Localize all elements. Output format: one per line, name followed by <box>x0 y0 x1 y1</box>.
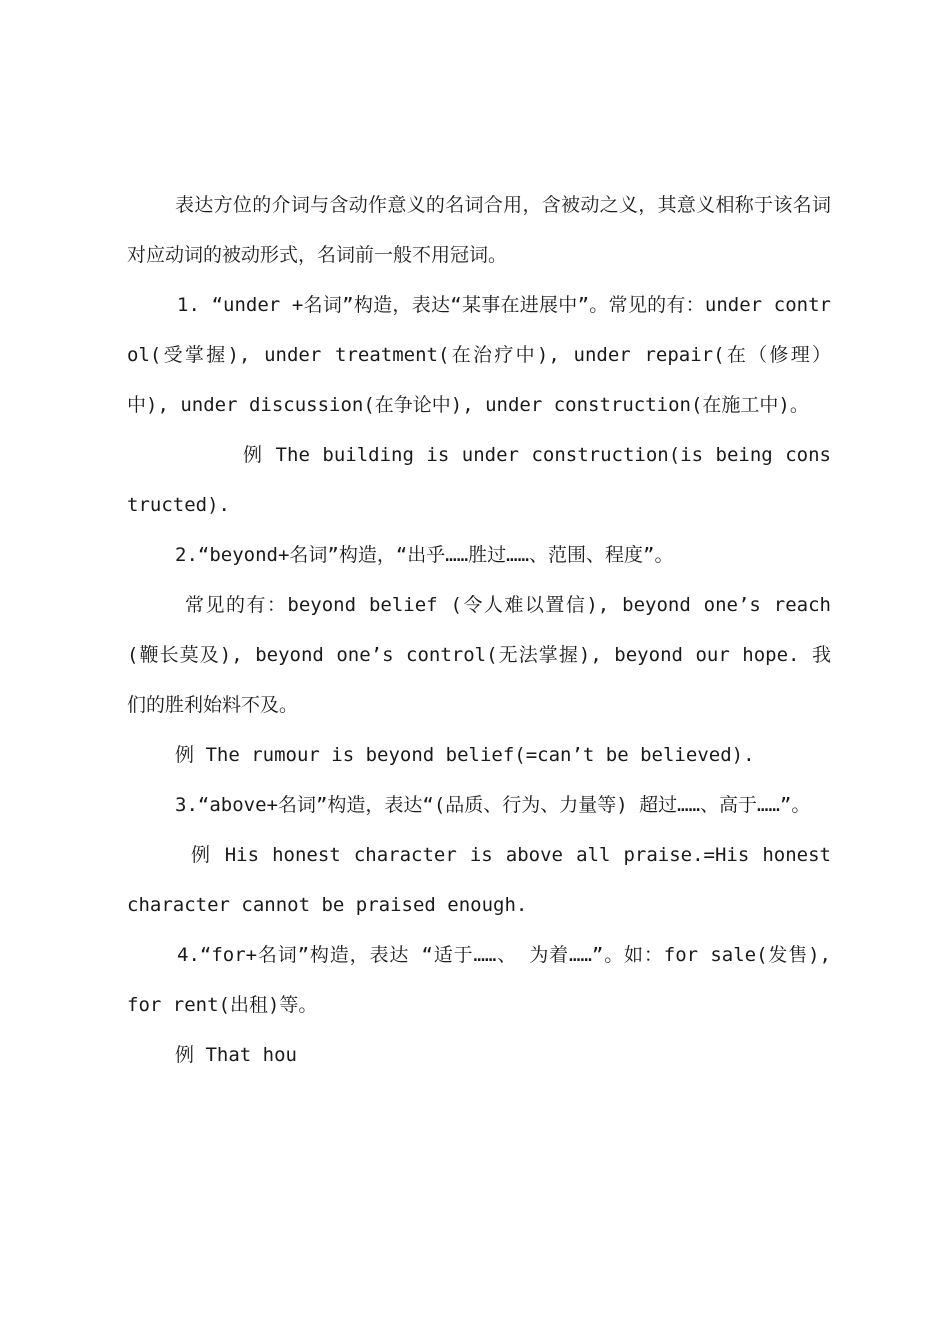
paragraph-item-3: 3.“above+名词”构造，表达“(品质、行为、力量等) 超过……、高于……”。 <box>175 794 811 816</box>
paragraph-common-2: 常见的有：beyond belief (令人难以置信), beyond one’s reach(鞭长莫及), beyond one’s control(无法掌握), beyond our hope. 我们的胜利始料不及。 <box>127 594 831 716</box>
paragraph-example-1: 例 The building is under construction(is being constructed). <box>127 444 831 516</box>
paragraph-item-1: 1. “under +名词”构造，表达“某事在进展中”。常见的有：under control(受掌握), under treatment(在治疗中), under repair(在（修理）中), under discussion(在争论中), under construction(在施工中)。 <box>127 294 831 416</box>
paragraph-item-2: 2.“beyond+名词”构造，“出乎……胜过……、范围、程度”。 <box>175 544 674 566</box>
paragraph-intro: 表达方位的介词与含动作意义的名词合用，含被动之义，其意义相称于该名词对应动词的被动形式，名词前一般不用冠词。 <box>127 194 831 266</box>
paragraph-example-4: 例 That hou <box>175 1044 297 1066</box>
paragraph-example-3: 例 His honest character is above all praise.=His honest character cannot be praised enough. <box>127 844 831 916</box>
document-body <box>127 180 831 1080</box>
paragraph-example-2: 例 The rumour is beyond belief(=can’t be believed). <box>175 744 755 766</box>
paragraph-item-4: 4.“for+名词”构造，表达 “适于……、 为着……”。如：for sale(发售), for rent(出租)等。 <box>127 944 831 1016</box>
